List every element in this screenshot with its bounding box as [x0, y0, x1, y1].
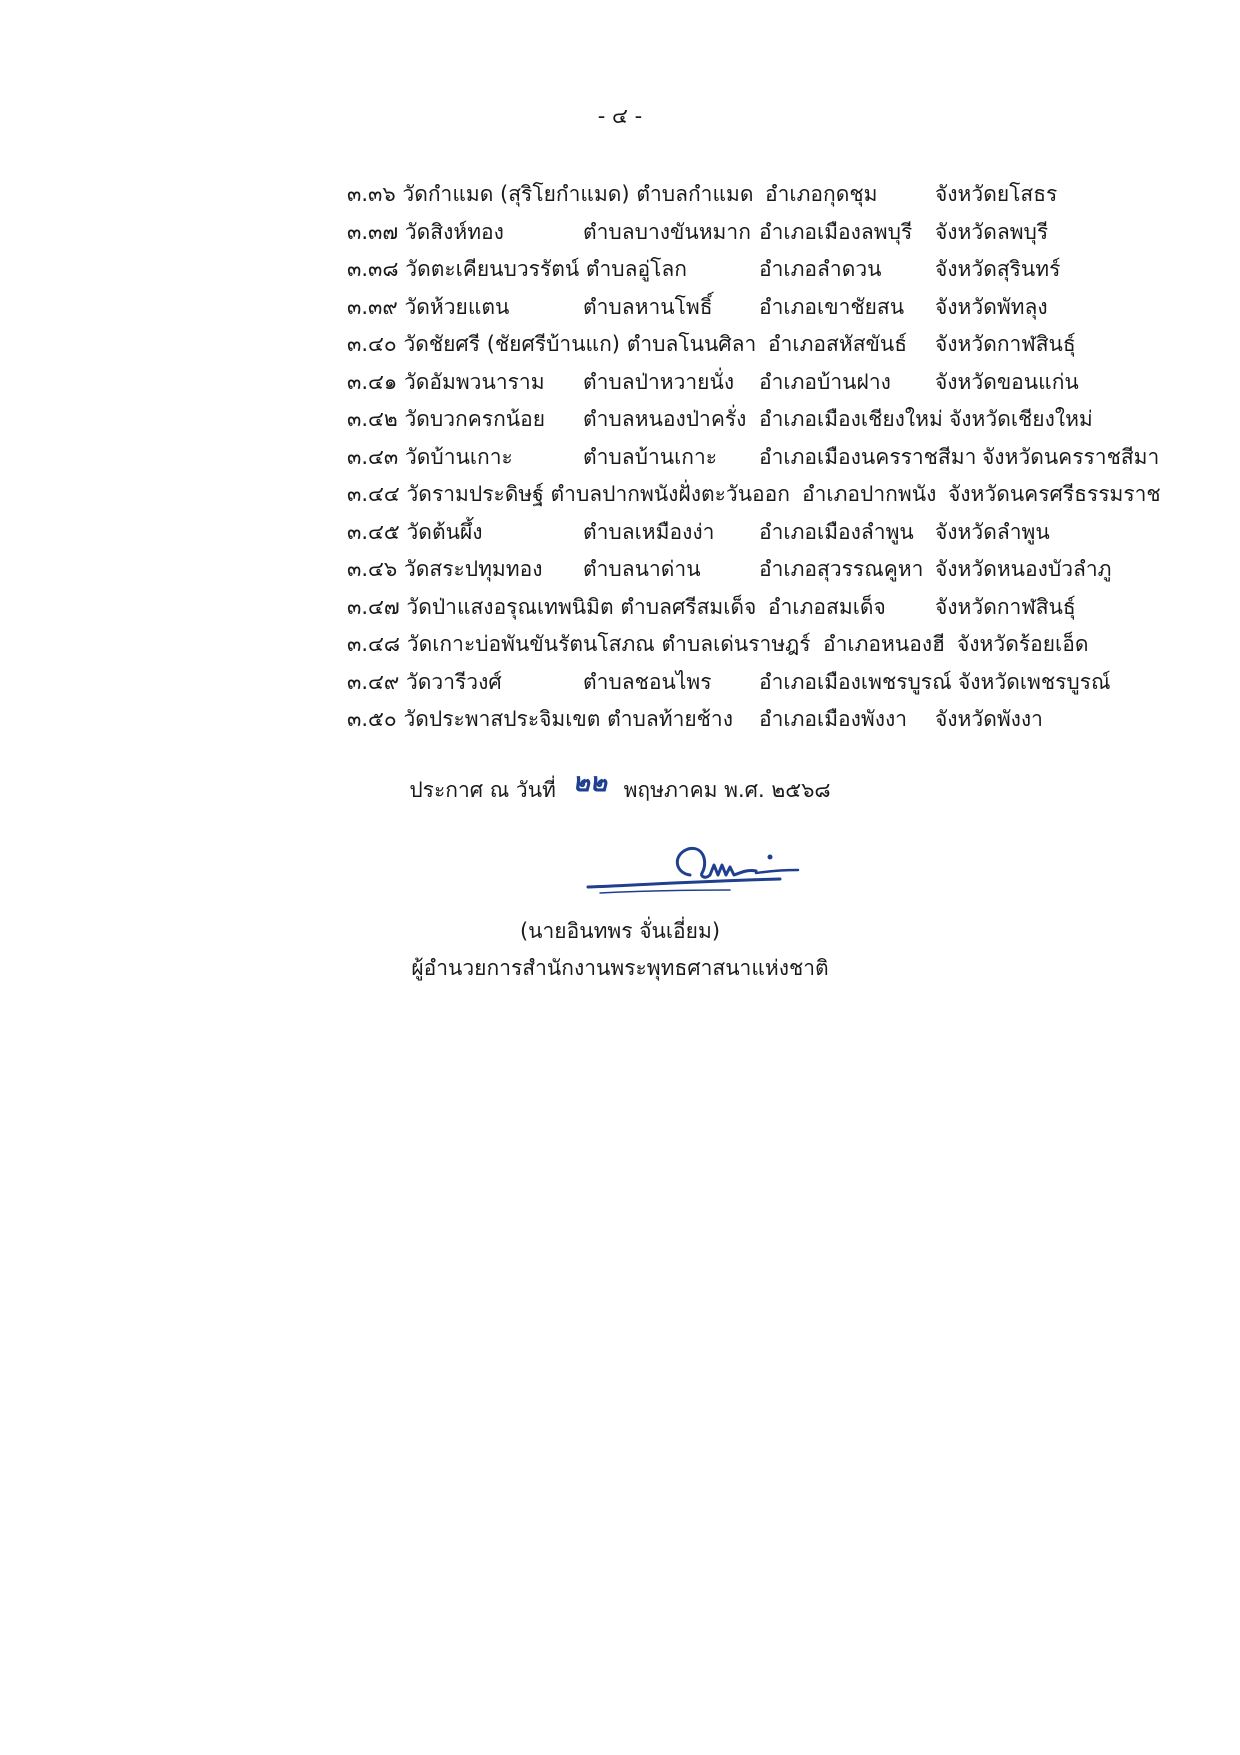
temple-number-name — [347, 514, 483, 552]
temple-number-name-tambon — [347, 589, 756, 627]
temple-number-name-tambon — [347, 701, 733, 739]
temple-number-name-tambon — [347, 176, 753, 214]
temple-number-name-tambon — [347, 476, 790, 514]
entry-number: ๓.๓๖ — [347, 182, 396, 206]
temple-name: วัดป่าแสงอรุณเทพนิมิต — [406, 594, 614, 619]
entry-number: ๓.๓๘ — [347, 257, 399, 281]
tambon: ตำบลบางขันหมาก — [583, 219, 751, 244]
amphoe: อำเภอเมืองลพบุรี — [759, 219, 913, 244]
amphoe: อำเภอเมืองนครราชสีมา — [759, 444, 977, 469]
temple-number-name-tambon — [347, 626, 811, 664]
province: จังหวัดยโสธร — [935, 182, 1058, 206]
temple-name: วัดรามประดิษฐ์ — [406, 482, 544, 506]
temple-entry — [347, 476, 1227, 514]
temple-number-name-tambon — [347, 326, 756, 364]
signature-mark — [580, 835, 840, 905]
temple-entry — [347, 401, 1227, 439]
province: จังหวัดกาฬสินธุ์ — [935, 594, 1076, 619]
amphoe: อำเภอสุวรรณคูหา — [759, 557, 924, 581]
announcement-month-year: พฤษภาคม พ.ศ. ๒๕๖๘ — [623, 778, 831, 802]
temple-name: วัดตะเคียนบวรรัตน์ — [405, 257, 580, 281]
temple-name: วัดประพาสประจิมเขต — [403, 707, 601, 731]
entry-number: ๓.๔๒ — [347, 407, 398, 431]
temple-entry — [347, 626, 1227, 664]
signer-name: (นายอินทพร จั่นเอี่ยม) — [519, 919, 721, 943]
entry-number: ๓.๕๐ — [347, 707, 397, 731]
temple-list — [347, 176, 1227, 739]
handwritten-day: ๒๒ — [572, 768, 607, 798]
amphoe: อำเภอเมืองเพชรบูรณ์ — [759, 669, 952, 694]
tambon: ตำบลเหมืองง่า — [583, 519, 715, 544]
entry-number: ๓.๔๘ — [347, 632, 401, 656]
tambon: ตำบลนาด่าน — [583, 557, 701, 581]
temple-name: วัดชัยศรี (ชัยศรีบ้านแก) — [403, 332, 620, 356]
province: จังหวัดเพชรบูรณ์ — [958, 669, 1111, 694]
province: จังหวัดนครศรีธรรมราช — [948, 482, 1161, 506]
amphoe: อำเภอเมืองเชียงใหม่ — [759, 407, 943, 431]
temple-entry — [347, 289, 1227, 327]
province: จังหวัดลพบุรี — [935, 219, 1049, 244]
amphoe: อำเภอเขาชัยสน — [759, 294, 905, 319]
announcement-prefix: ประกาศ ณ วันที่ — [409, 778, 556, 802]
temple-entry — [347, 251, 1227, 289]
tambon: ตำบลเด่นราษฎร์ — [661, 632, 811, 656]
temple-name: วัดห้วยแตน — [404, 294, 510, 319]
tambon: ตำบลชอนไพร — [583, 669, 712, 694]
entry-number: ๓.๔๑ — [347, 369, 398, 394]
temple-entry — [347, 326, 1227, 364]
tambon: ตำบลบ้านเกาะ — [583, 444, 718, 469]
temple-name: วัดสิงห์ทอง — [404, 219, 504, 244]
province: จังหวัดเชียงใหม่ — [949, 407, 1093, 431]
temple-entry — [347, 176, 1227, 214]
page-number: - ๔ - — [597, 104, 643, 128]
announcement-date-line — [0, 768, 1240, 809]
temple-entry — [347, 589, 1227, 627]
entry-number: ๓.๔๐ — [347, 332, 397, 356]
temple-name: วัดบวกครกน้อย — [404, 407, 546, 431]
entry-number: ๓.๔๗ — [347, 594, 400, 619]
temple-number-name — [347, 289, 509, 327]
tambon: ตำบลป่าหวายนั่ง — [583, 369, 735, 394]
tambon: ตำบลกำแมด — [636, 182, 754, 206]
province: จังหวัดพังงา — [935, 707, 1043, 731]
amphoe: อำเภอบ้านฝาง — [759, 369, 891, 394]
amphoe: อำเภอปากพนัง — [802, 482, 937, 506]
tambon: ตำบลอู่โลก — [585, 257, 687, 281]
province: จังหวัดร้อยเอ็ด — [957, 632, 1089, 656]
province: จังหวัดสุรินทร์ — [935, 257, 1061, 281]
temple-entry — [347, 364, 1227, 402]
entry-number: ๓.๔๙ — [347, 669, 400, 694]
temple-number-name — [347, 364, 545, 402]
amphoe: อำเภอเมืองลำพูน — [759, 519, 914, 544]
temple-entry — [347, 439, 1227, 477]
amphoe: อำเภอลำดวน — [759, 257, 882, 281]
tambon: ตำบลปากพนังฝั่งตะวันออก — [550, 482, 790, 506]
temple-entry — [347, 701, 1227, 739]
tambon: ตำบลท้ายช้าง — [607, 707, 733, 731]
province: จังหวัดกาฬสินธุ์ — [935, 332, 1076, 356]
temple-entry — [347, 551, 1227, 589]
signer-title: ผู้อำนวยการสำนักงานพระพุทธศาสนาแห่งชาติ — [411, 956, 829, 980]
province: จังหวัดขอนแก่น — [935, 369, 1079, 394]
temple-name: วัดบ้านเกาะ — [404, 444, 513, 469]
amphoe: อำเภอเมืองพังงา — [759, 707, 908, 731]
entry-number: ๓.๔๓ — [347, 444, 399, 469]
province: จังหวัดพัทลุง — [935, 294, 1048, 319]
temple-entry — [347, 664, 1227, 702]
tambon: ตำบลหนองป่าครั่ง — [583, 407, 747, 431]
entry-number: ๓.๔๔ — [347, 482, 400, 506]
temple-number-name — [347, 401, 545, 439]
tambon: ตำบลศรีสมเด็จ — [620, 594, 757, 619]
amphoe: อำเภอสหัสขันธ์ — [768, 332, 908, 356]
entry-number: ๓.๔๖ — [347, 557, 398, 581]
temple-name: วัดต้นผึ้ง — [406, 519, 483, 544]
temple-number-name — [347, 439, 513, 477]
province: จังหวัดหนองบัวลำภู — [935, 557, 1112, 581]
temple-number-name-tambon — [347, 251, 687, 289]
temple-entry — [347, 214, 1227, 252]
amphoe: อำเภอกุดชุม — [765, 182, 878, 206]
temple-number-name — [347, 214, 504, 252]
amphoe: อำเภอสมเด็จ — [768, 594, 886, 619]
temple-number-name — [347, 551, 542, 589]
amphoe: อำเภอหนองฮี — [823, 632, 945, 656]
entry-number: ๓.๓๗ — [347, 219, 399, 244]
temple-name: วัดอัมพวนาราม — [403, 369, 545, 394]
temple-number-name — [347, 664, 502, 702]
temple-name: วัดเกาะบ่อพันขันรัตนโสภณ — [406, 632, 655, 656]
province: จังหวัดนครราชสีมา — [982, 444, 1160, 469]
temple-entry — [347, 514, 1227, 552]
entry-number: ๓.๓๙ — [347, 294, 398, 319]
entry-number: ๓.๔๕ — [347, 519, 400, 544]
temple-name: วัดสระปทุมทอง — [403, 557, 543, 581]
tambon: ตำบลโนนศิลา — [626, 332, 757, 356]
tambon: ตำบลหานโพธิ์ — [583, 294, 713, 319]
province: จังหวัดลำพูน — [935, 519, 1050, 544]
temple-name: วัดวารีวงศ์ — [406, 669, 502, 694]
temple-name: วัดกำแมด (สุริโยกำแมด) — [402, 182, 630, 206]
